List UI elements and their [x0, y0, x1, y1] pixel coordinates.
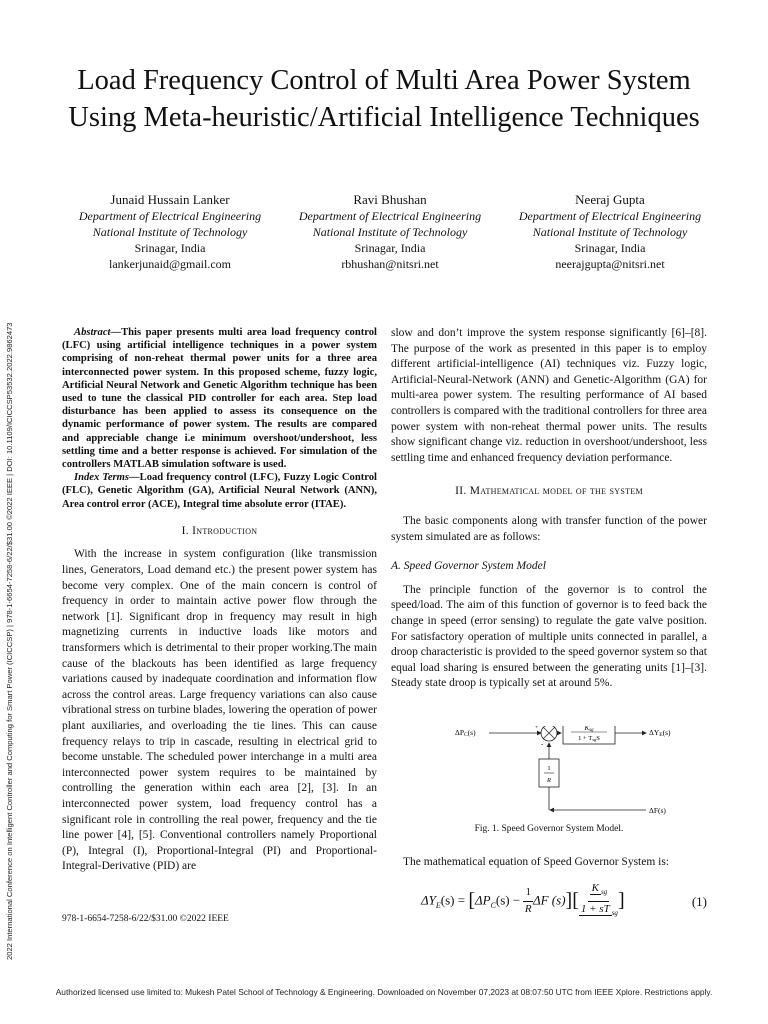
author-email[interactable]: rbhushan@nitsri.net	[341, 257, 439, 271]
left-column	[62, 326, 377, 875]
equation-intro: The mathematical equation of Speed Governor System is:	[403, 856, 670, 869]
equation-number: (1)	[691, 893, 707, 909]
plus-sign: +	[535, 725, 539, 731]
author-name: Junaid Hussain Lanker	[110, 192, 230, 207]
section-heading-intro: I. Introduction	[181, 524, 258, 537]
fig-input-label: ΔPC(s)	[455, 727, 476, 738]
droop-numerator: 1	[547, 764, 551, 772]
subsection-heading: A. Speed Governor System Model	[391, 560, 546, 573]
author-block	[60, 192, 720, 272]
intro-continuation: slow and don’t improve the system response significantly [6]–[8]. The purpose of the work as presented in this paper is to employ different artificial-intelligence (AI) techniques viz. Fuzzy logic, Artificial-Neural-Network (ANN) and Genetic-Algorithm (GA) for multi-area power system. The resulting performance of AI based controllers is compared with the traditional controllers for three area power system with non-reheat thermal power units. The results show significant change viz. reduction in overshoot/undershoot, less settling time and enhanced frequency deviation performance.	[391, 327, 707, 464]
author-1	[60, 192, 280, 272]
index-terms-text: —Load frequency control (LFC), Fuzzy Logic Control (FLC), Genetic Algorithm (GA), Artificial Neural Network (ANN), Area control error (ACE), Integral time absolute error (ITAE).	[62, 472, 377, 510]
author-email[interactable]: lankerjunaid@gmail.com	[108, 257, 231, 271]
block-denominator: 1 + TsgS	[578, 734, 600, 742]
equation-1	[421, 881, 707, 922]
abstract	[62, 326, 377, 471]
author-2	[280, 192, 500, 272]
author-name: Ravi Bhushan	[353, 192, 427, 207]
index-terms	[62, 471, 377, 511]
block-numerator: Ksg	[584, 725, 594, 733]
author-email[interactable]: neerajgupta@nitsri.net	[555, 257, 665, 271]
abstract-label: Abstract	[74, 327, 111, 338]
fig-output-label: ΔYE(s)	[649, 727, 671, 738]
author-city: Srinagar, India	[354, 241, 426, 255]
equation-body: $\Delta Y_E(s) = [\Delta P_C(s)$ − $\frac{1}{R}$ ΔF (s)][ $\frac{K _{sg}}{1 + sT _{sg}}$ ]	[421, 882, 625, 918]
author-name: Neeraj Gupta	[575, 192, 645, 207]
block-diagram	[391, 726, 707, 821]
section-heading-model: II. Mathematical model of the system	[455, 485, 643, 498]
fig-frequency-label: ΔF(s)	[649, 805, 666, 815]
abstract-text: —This paper presents multi area load frequency control (LFC) using artificial intelligence techniques in a power system comprising of non-reheat thermal power units for a three area interconnected power system. In this proposed scheme, fuzzy logic, Artificial Neural Network and Genetic Algorithm technique has been used to tune the classical PID controller for each area. Step load disturbance has been applied to assess its consequence on the dynamic performance of power system. The results are compared and appreciable change i.e minimum overshoot/undershoot, less settling time and a better response is achieved. For simulation of the controllers MATLAB simulation software is used.	[62, 327, 377, 471]
paper-title: Load Frequency Control of Multi Area Power System Using Meta-heuristic/Artificial Intelligence Techniques	[68, 65, 700, 133]
author-department: Department of Electrical Engineering	[298, 209, 482, 223]
intro-paragraph: With the increase in system configuration (like transmission lines, Generators, Load demand etc.) the present power system has become very complex. One of the main concern is control of frequency in order to maintain active power flow through the network [1]. Significant drop in frequency may result in high magnetizing currents in inductive loads like motors and transformers which is detrimental to their proper working.The main cause of the blackouts has been identified as large frequency variations caused by inadequate coordination and information flow across the control areas. Large frequency variations can also cause vibrational stress on turbine blades, lowering the operation of power plant auxiliaries, and overloading the tie lines. This can cause frequency relays to trip in cascade, resulting in electrical grid to become unstable. The scheduled power interchange in a multi area interconnected power system requires to be maintained by controlling the generation within each area [2], [3]. In an interconnected power system, load frequency control has a significant role in controlling the real power, frequency and the tie line power [4], [5]. Conventional controllers namely Proportional (P), Integral (I), Proportional-Integral (PI) and Proportional-Integral-Derivative (PID) are	[62, 548, 377, 873]
side-banner	[5, 160, 19, 960]
index-terms-label: Index Terms	[74, 472, 130, 484]
author-3	[500, 192, 720, 272]
droop-denominator: R	[547, 776, 551, 784]
author-city: Srinagar, India	[574, 241, 646, 255]
side-banner-text: 2022 International Conference on Intelligent Controller and Computing for Smart Power (ICICCSP) | 978-1-6654-7258-6/22/$31.00 ©2022 IEEE | DOI: 10.1109/ICICCSP53532.2022.9862473	[5, 322, 14, 960]
minus-sign: -	[541, 739, 544, 748]
figure-caption: Fig. 1. Speed Governor System Model.	[474, 823, 624, 834]
summing-junction	[541, 726, 557, 741]
section-intro: The basic components along with transfer function of the power system simulated are as follows:	[391, 514, 707, 543]
author-department: Department of Electrical Engineering	[518, 209, 702, 223]
copyright-notice: 978-1-6654-7258-6/22/$31.00 ©2022 IEEE	[62, 914, 229, 924]
author-department: Department of Electrical Engineering	[78, 209, 262, 223]
author-city: Srinagar, India	[134, 241, 206, 255]
figure-speed-governor	[391, 726, 707, 816]
author-institute: National Institute of Technology	[532, 225, 688, 239]
authorized-use-notice: Authorized licensed use limited to: Mukesh Patel School of Technology & Engineering. Downloaded on November 07,2023 at 08:07:50 UTC from IEEE Xplore. Restrictions apply.	[55, 987, 713, 997]
author-institute: National Institute of Technology	[92, 225, 248, 239]
right-column	[391, 326, 707, 922]
author-institute: National Institute of Technology	[312, 225, 468, 239]
governor-paragraph: The principle function of the governor is to control the speed/load. The aim of this function of governor is to feed back the change in speed (error sensing) to regulate the gate valve position. For satisfactory operation of multiple units connected in parallel, a droop characteristic is provided to the speed governor system so that equal load sharing is ensured between the generating units [1]–[3]. Steady state droop is typically set at around 5%.	[391, 583, 707, 690]
